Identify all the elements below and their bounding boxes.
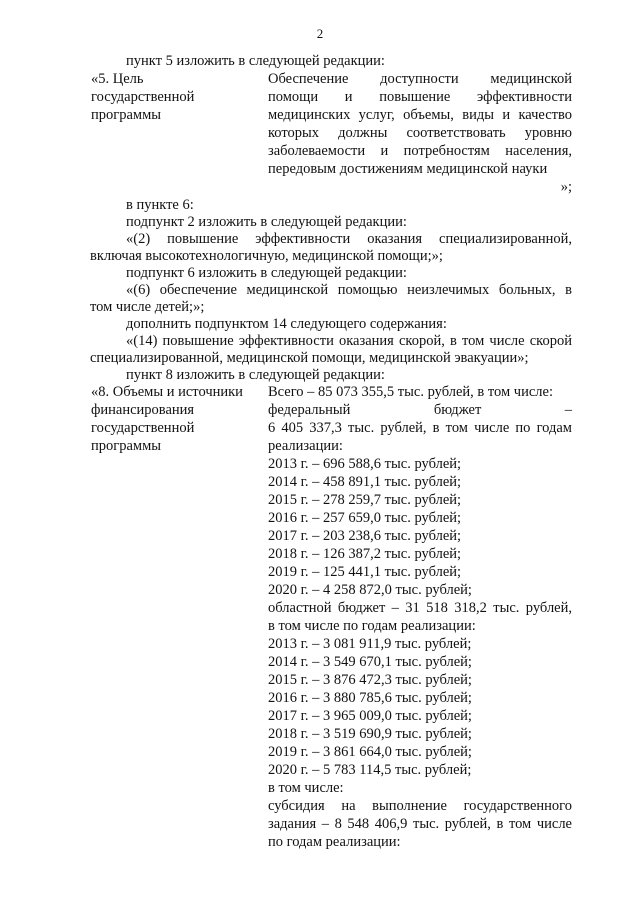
regional-year-line: 2020 г. – 5 783 114,5 тыс. рублей; <box>268 762 472 778</box>
page-number: 2 <box>316 26 324 41</box>
subsidy-line: субсидия на выполнение государственного <box>268 798 572 814</box>
regional-year-line: 2016 г. – 3 880 785,6 тыс. рублей; <box>268 690 472 706</box>
federal-year-line: 2018 г. – 126 387,2 тыс. рублей; <box>268 546 462 562</box>
federal-year-line: 2017 г. – 203 238,6 тыс. рублей; <box>268 528 462 544</box>
item8-label-line: государственной <box>91 420 195 436</box>
regional-year-line: 2017 г. – 3 965 009,0 тыс. рублей; <box>268 708 472 724</box>
federal-year-line: 2015 г. – 278 259,7 тыс. рублей; <box>268 492 462 508</box>
federal-year-line: 2019 г. – 125 441,1 тыс. рублей; <box>268 564 462 580</box>
item6-sub6-text: том числе детей;»; <box>90 299 205 315</box>
regional-year-line: 2015 г. – 3 876 472,3 тыс. рублей; <box>268 672 472 688</box>
item8-federal-line: 6 405 337,3 тыс. рублей, в том числе по годам <box>268 420 572 436</box>
item8-label-line: «8. Объемы и источники <box>91 384 243 400</box>
item6-sub2-intro: подпункт 2 изложить в следующей редакции: <box>126 214 407 230</box>
item5-closing: »; <box>560 179 572 195</box>
regional-year-line: 2014 г. – 3 549 670,1 тыс. рублей; <box>268 654 472 670</box>
including-label: в том числе: <box>268 780 344 796</box>
regional-budget-line: в том числе по годам реализации: <box>268 618 476 634</box>
intro-item8: пункт 8 изложить в следующей редакции: <box>126 367 385 383</box>
item8-label-line: программы <box>91 438 161 454</box>
item5-text-line: помощи и повышение эффективности <box>268 89 572 105</box>
item5-text-line: передовым достижениям медицинской науки <box>268 161 548 177</box>
item6-sub2-text: включая высокотехнологичную, медицинской помощи;»; <box>90 248 443 264</box>
item5-text-line: заболеваемости и потребностям населения, <box>268 143 572 159</box>
item5-label-line: «5. Цель <box>91 71 144 87</box>
item6-heading: в пункте 6: <box>126 197 194 213</box>
item5-label-line: государственной <box>91 89 195 105</box>
federal-year-line: 2016 г. – 257 659,0 тыс. рублей; <box>268 510 462 526</box>
subsidy-line: задания – 8 548 406,9 тыс. рублей, в том числе <box>268 816 572 832</box>
item6-sub14-text: «(14) повышение эффективности оказания скорой, в том числе скорой <box>126 333 572 349</box>
item8-total: Всего – 85 073 355,5 тыс. рублей, в том числе: <box>268 384 553 400</box>
federal-year-line: 2014 г. – 458 891,1 тыс. рублей; <box>268 474 462 490</box>
federal-year-line: 2013 г. – 696 588,6 тыс. рублей; <box>268 456 462 472</box>
regional-budget-line: областной бюджет – 31 518 318,2 тыс. рублей, <box>268 600 572 616</box>
item6-sub14-intro: дополнить подпунктом 14 следующего содержания: <box>126 316 447 332</box>
intro-item5: пункт 5 изложить в следующей редакции: <box>126 53 385 69</box>
regional-year-line: 2018 г. – 3 519 690,9 тыс. рублей; <box>268 726 472 742</box>
item6-sub6-text: «(6) обеспечение медицинской помощью неизлечимых больных, в <box>126 282 572 298</box>
regional-year-line: 2013 г. – 3 081 911,9 тыс. рублей; <box>268 636 472 652</box>
item8-federal-line: федеральный бюджет – <box>268 402 572 418</box>
item6-sub14-text: специализированной, медицинской помощи, медицинской эвакуации»; <box>90 350 529 366</box>
item5-text-line: Обеспечение доступности медицинской <box>268 71 572 87</box>
item5-text-line: медицинских услуг, объемы, виды и качество <box>268 107 572 123</box>
item8-federal-line: реализации: <box>268 438 343 454</box>
item5-label-line: программы <box>91 107 161 123</box>
regional-year-line: 2019 г. – 3 861 664,0 тыс. рублей; <box>268 744 472 760</box>
federal-year-line: 2020 г. – 4 258 872,0 тыс. рублей; <box>268 582 472 598</box>
item8-label-line: финансирования <box>91 402 195 418</box>
item5-text-line: которых должны соответствовать уровню <box>268 125 572 141</box>
item6-sub2-text: «(2) повышение эффективности оказания специализированной, <box>126 231 572 247</box>
item6-sub6-intro: подпункт 6 изложить в следующей редакции: <box>126 265 407 281</box>
subsidy-line: по годам реализации: <box>268 834 401 850</box>
